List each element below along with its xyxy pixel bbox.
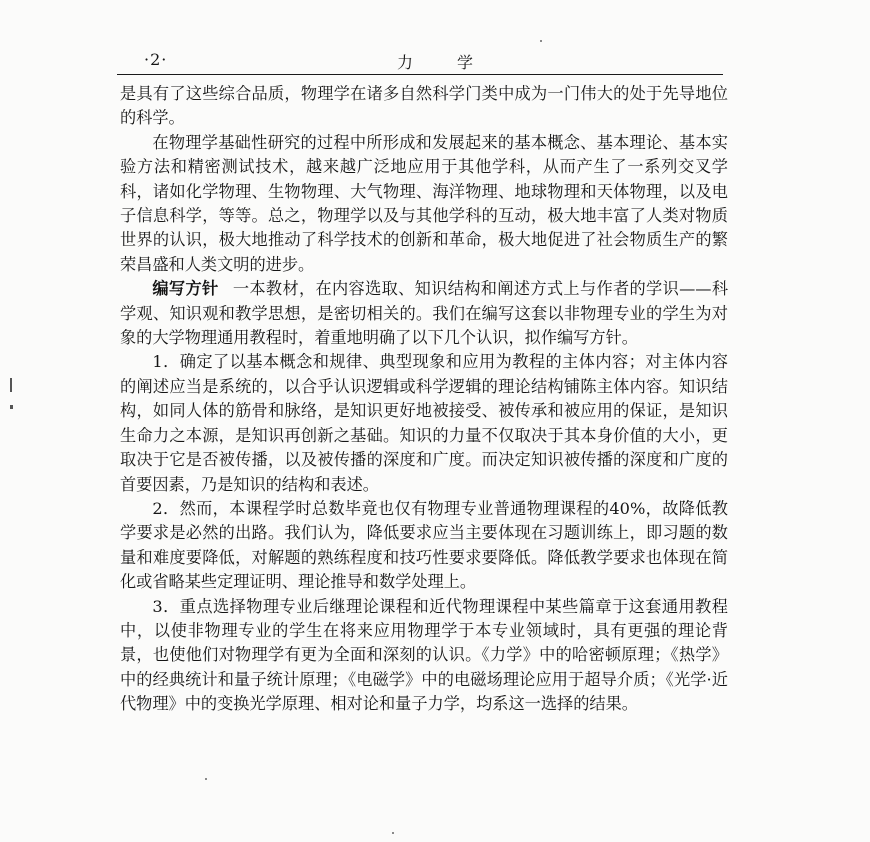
paragraph-continuation: 是具有了这些综合品质，物理学在诸多自然科学门类中成为一门伟大的处于先导地位的科学。 [120, 84, 728, 128]
point-paragraph-3: 3．重点选择物理专业后继理论课程和近代物理课程中某些篇章于这套通用教程中，以使非物理专业的学生在将来应用物理学于本专业领域时，具有更强的理论背景，也使他们对物理学有更为全面和深刻的认识。《力学》中的哈密顿原理；《热学》中的经典统计和量子统计原理；《电磁学》中的电磁场理论应用于超导介质；《光学·近代物理》中的变换光学原理、相对论和量子力学，均系这一选择的结果。 [120, 596, 728, 714]
margin-mark [10, 405, 13, 409]
scan-speck [540, 40, 542, 42]
paragraph-interdisciplinary: 在物理学基础性研究的过程中所形成和发展起来的基本概念、基本理论、基本实验方法和精密测试技术，越来越广泛地应用于其他学科，从而产生了一系列交叉学科，诸如化学物理、生物物理、大气物理、海洋物理、地球物理和天体物理，以及电子信息科学，等等。总之，物理学以及与其他学科的互动，极大地丰富了人类对物质世界的认识，极大地推动了科学技术的创新和革命，极大地促进了社会物质生产的繁荣昌盛和人类文明的进步。 [120, 132, 728, 274]
section-text: 一本教材，在内容选取、知识结构和阐述方式上与作者的学识——科学观、知识观和教学思想，是密切相关的。我们在编写这套以非物理专业的学生为对象的大学物理通用教程时，着重地明确了以下几个认识，拟作编写方针。 [120, 279, 729, 348]
scan-speck [205, 778, 207, 780]
page-header [117, 48, 723, 75]
section-heading: 编写方针 [152, 279, 219, 299]
page-number: ·2· [144, 50, 168, 69]
scan-speck [392, 832, 394, 834]
point-paragraph-2: 2．然而，本课程学时总数毕竟也仅有物理专业普通物理课程的40%，故降低教学要求是必然的出路。我们认为，降低要求应当主要体现在习题训练上，即习题的数量和难度要降低，对解题的熟练程度和技巧性要求要降低。降低教学要求也体现在简化或省略某些定理证明、理论推导和数学处理上。 [120, 498, 728, 592]
running-title: 力学 [397, 53, 518, 72]
body-text [120, 82, 728, 717]
margin-mark [10, 378, 12, 392]
point-paragraph-1: 1．确定了以基本概念和规律、典型现象和应用为教程的主体内容；对主体内容的阐述应当是系统的，以合乎认识逻辑或科学逻辑的理论结构铺陈主体内容。知识结构，如同人体的筋骨和脉络，是知识更好地被接受、被传承和被应用的保证，是知识生命力之本源，是知识再创新之基础。知识的力量不仅取决于其本身价值的大小，更取决于它是否被传播，以及被传播的深度和广度。而决定知识被传播的深度和广度的首要因素，乃是知识的结构和表述。 [120, 352, 728, 494]
section-paragraph [120, 277, 728, 350]
